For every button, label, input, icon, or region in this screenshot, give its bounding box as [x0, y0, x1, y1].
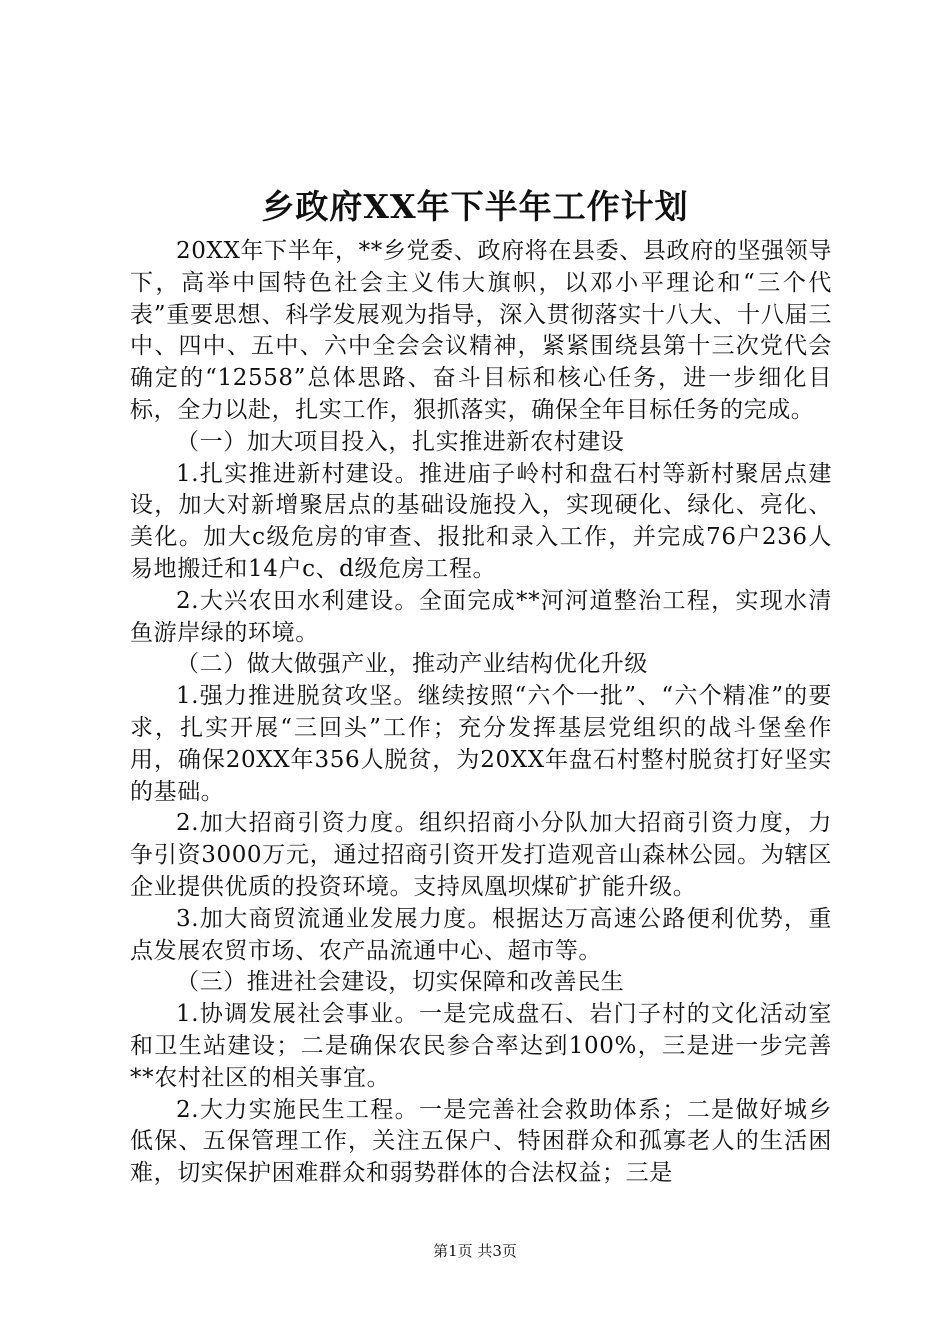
paragraph-1-2: 2.大兴农田水利建设。全面完成**河河道整治工程，实现水清鱼游岸绿的环境。	[130, 587, 832, 646]
section-heading-2: （二）做大做强产业，推动产业结构优化升级	[176, 651, 648, 678]
paragraph-3-1: 1.协调发展社会事业。一是完成盘石、岩门子村的文化活动室和卫生站建设；二是确保农民参合率达到100%，三是进一步完善**农村社区的相关事宜。	[130, 1001, 832, 1091]
paragraph-3-2: 2.大力实施民生工程。一是完善社会救助体系；二是做好城乡低保、五保管理工作，关注五保户、特困群众和孤寡老人的生活困难，切实保护困难群众和弱势群体的合法权益；三是	[130, 1096, 832, 1187]
paragraph-2-3: 3.加大商贸流通业发展力度。根据达万高速公路便利优势，重点发展农贸市场、农产品流通中心、超市等。	[130, 905, 832, 964]
paragraph-1-1: 1.扎实推进新村建设。推进庙子岭村和盘石村等新村聚居点建设，加大对新增聚居点的基础设施投入，实现硬化、绿化、亮化、美化。加大c级危房的审查、报批和录入工作，并完成76户236人易地搬迁和14户c、d级危房工程。	[130, 460, 832, 582]
section-heading-1: （一）加大项目投入，扎实推进新农村建设	[176, 428, 625, 455]
paragraph-2-2: 2.加大招商引资力度。组织招商小分队加大招商引资力度，力争引资3000万元，通过招商引资开发打造观音山森林公园。为辖区企业提供优质的投资环境。支持凤凰坝煤矿扩能升级。	[130, 810, 832, 900]
paragraph-2-1: 1.强力推进脱贫攻坚。继续按照“六个一批”、“六个精准”的要求，扎实开展“三回头”工作；充分发挥基层党组织的战斗堡垒作用，确保20XX年356人脱贫，为20XX年盘石村整村脱贫打好坚实的基础。	[130, 683, 832, 805]
section-heading-3: （三）推进社会建设，切实保障和改善民生	[176, 969, 625, 996]
paragraph-intro: 20XX年下半年，**乡党委、政府将在县委、县政府的坚强领导下，高举中国特色社会主义伟大旗帜，以邓小平理论和“三个代表”重要思想、科学发展观为指导，深入贯彻落实十八大、十八届三中、四中、五中、六中全会会议精神，紧紧围绕县第十三次党代会确定的“12558”总体思路、奋斗目标和核心任务，进一步细化目标，全力以赴，扎实工作，狠抓落实，确保全年目标任务的完成。	[130, 238, 832, 423]
page-footer	[0, 1240, 950, 1262]
page-number-label: 第1页 共3页	[433, 1242, 517, 1260]
document-body	[130, 236, 832, 1190]
document-title: 乡政府XX年下半年工作计划	[261, 187, 689, 226]
